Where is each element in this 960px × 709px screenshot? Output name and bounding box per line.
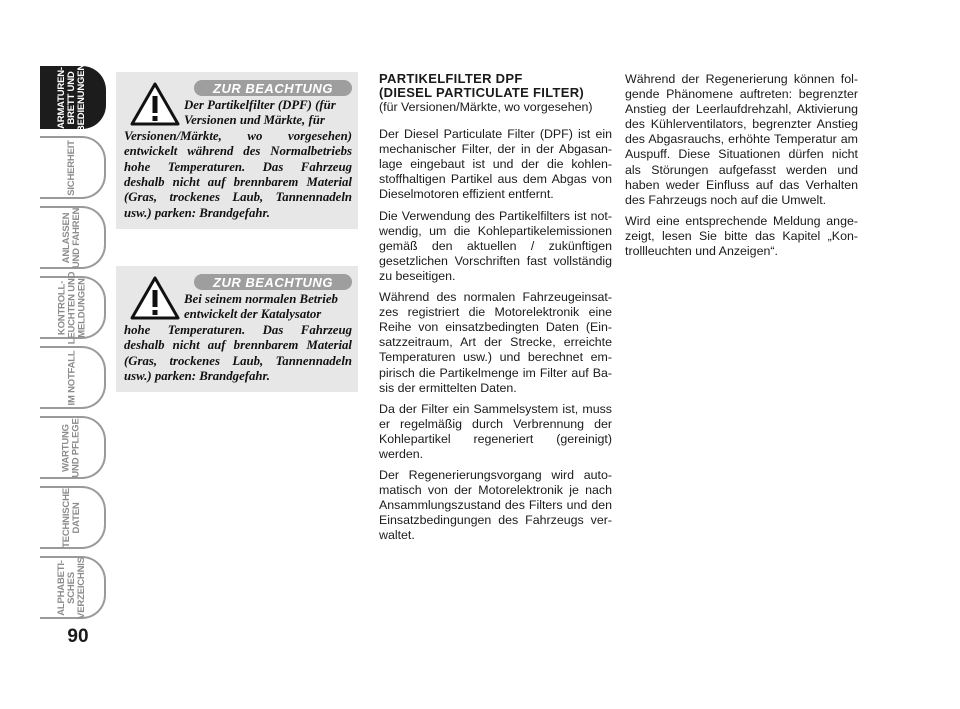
warning-body: Versionen/Märkte, wo vorgesehen) entwickelt während des Normalbetriebs hohe Temperaturen. Das Fahrzeug deshalb nicht auf brennbarem Material (Gras, trockenes Laub, Tannennadeln usw.) parken: Brandgefahr.: [124, 128, 352, 220]
page-number: 90: [67, 626, 89, 647]
tab-kontrollleuchten[interactable]: [40, 271, 106, 344]
tab-verzeichnis[interactable]: [40, 556, 106, 619]
warning-heading-label: ZUR BEACHTUNG: [213, 80, 333, 96]
tab-im-notfall[interactable]: [40, 346, 106, 409]
warning-lead-line: entwickelt der Katalysator: [184, 307, 322, 322]
tab-label: ANLASSEN UND FAHREN: [61, 207, 82, 268]
section-subtitle: (für Versionen/Märkte, wo vorgesehen): [379, 100, 593, 114]
tab-technische-daten[interactable]: [40, 486, 106, 549]
warning-box-catalyst: [116, 266, 358, 392]
tab-label: ARMATUREN- BRETT UND BEDIENUNGEN: [56, 63, 88, 132]
warning-heading-band: [194, 80, 352, 96]
warning-lead-line: Bei seinem normalen Betrieb: [184, 292, 338, 306]
warning-box-dpf: [116, 72, 358, 229]
paragraph: Da der Filter ein Sammelsystem ist, muss er regelmäßig durch Verbrennung der Kohlepartikel regeneriert (gereinigt) werden.: [379, 401, 612, 461]
section-title-line1: PARTIKELFILTER DPF: [379, 71, 523, 86]
warning-heading-label: ZUR BEACHTUNG: [213, 274, 333, 290]
article-column-main: [379, 72, 612, 550]
tab-label: IM NOTFALL: [66, 350, 77, 405]
paragraph: Wird eine entsprechende Meldung angezeigt, lesen Sie bitte das Kapitel „Kontrollleuchten und Anzeigen“.: [625, 213, 858, 259]
paragraph: Der Regenerierungsvorgang wird automatisch von der Motorelektronik je nach Ansammlungszustand des Filters und den Einsatzbedingungen des Fahrzeugs verwaltet.: [379, 468, 612, 543]
warning-triangle-icon: [130, 276, 180, 320]
paragraph: Der Diesel Particulate Filter (DPF) ist ein mechanischer Filter, der in der Abgasanlage eingebaut ist und der die kohlenstoffhaltigen Partikel aus dem Abgas von Dieselmotoren effizient entfernt.: [379, 127, 612, 202]
warning-triangle-icon: [130, 82, 180, 126]
tab-sicherheit[interactable]: [40, 136, 106, 199]
paragraph: Die Verwendung des Partikelfilters ist notwendig, um die Kohlepartikelemissionen gemäß den aktuellen / zukünftigen gesetzlichen Vorschriften fast vollständig zu beseitigen.: [379, 208, 612, 283]
tab-label: SICHERHEIT: [65, 139, 77, 196]
warning-lead-line: Der Partikelfilter (DPF) (für: [184, 98, 336, 112]
warning-lead-line: Versionen und Märkte, für: [184, 113, 325, 128]
paragraph: Während des normalen Fahrzeugeinsatzes registriert die Motorelektronik eine Reihe von einsatzbedingten Daten (Einsatzzeitraum, Art der Strecke, erreichte Temperaturen usw.) und berechnet empirisch die Partikelmenge im Filter auf Basis der ermittelten Daten.: [379, 290, 612, 395]
paragraph: Während der Regenerierung können folgende Phänomene auftreten: begrenzter Anstieg der Leerlaufdrehzahl, Aktivierung des Kühlerventilators, begrenzter Anstieg des Abgasrauchs, erhöhte Temperatur am Auspuff. Diese Situationen dürfen nicht als Störungen aufgefasst werden und haben weder Einfluss auf das Verhalten des Fahrzeugs noch auf die Umwelt.: [625, 72, 858, 207]
warning-heading-band: [194, 274, 352, 290]
warning-body: hohe Temperaturen. Das Fahrzeug deshalb nicht auf brennbarem Material (Gras, trockenes Laub, Tannennadeln usw.) parken: Brandgefahr.: [124, 322, 352, 384]
tab-armaturenbrett[interactable]: [40, 63, 106, 132]
tab-label: ALPHABETI- SCHES VERZEICHNIS: [55, 556, 87, 619]
tab-wartung[interactable]: [40, 416, 106, 479]
tab-label: TECHNISCHE DATEN: [60, 487, 82, 548]
tab-label: WARTUNG UND PFLEGE: [60, 417, 82, 478]
tab-anlassen[interactable]: [40, 206, 106, 269]
section-title-line2: (DIESEL PARTICULATE FILTER): [379, 85, 585, 100]
tab-label: KONTROLL- LEUCHTEN UND MELDUNGEN: [56, 271, 88, 344]
article-column-right: [625, 72, 858, 265]
